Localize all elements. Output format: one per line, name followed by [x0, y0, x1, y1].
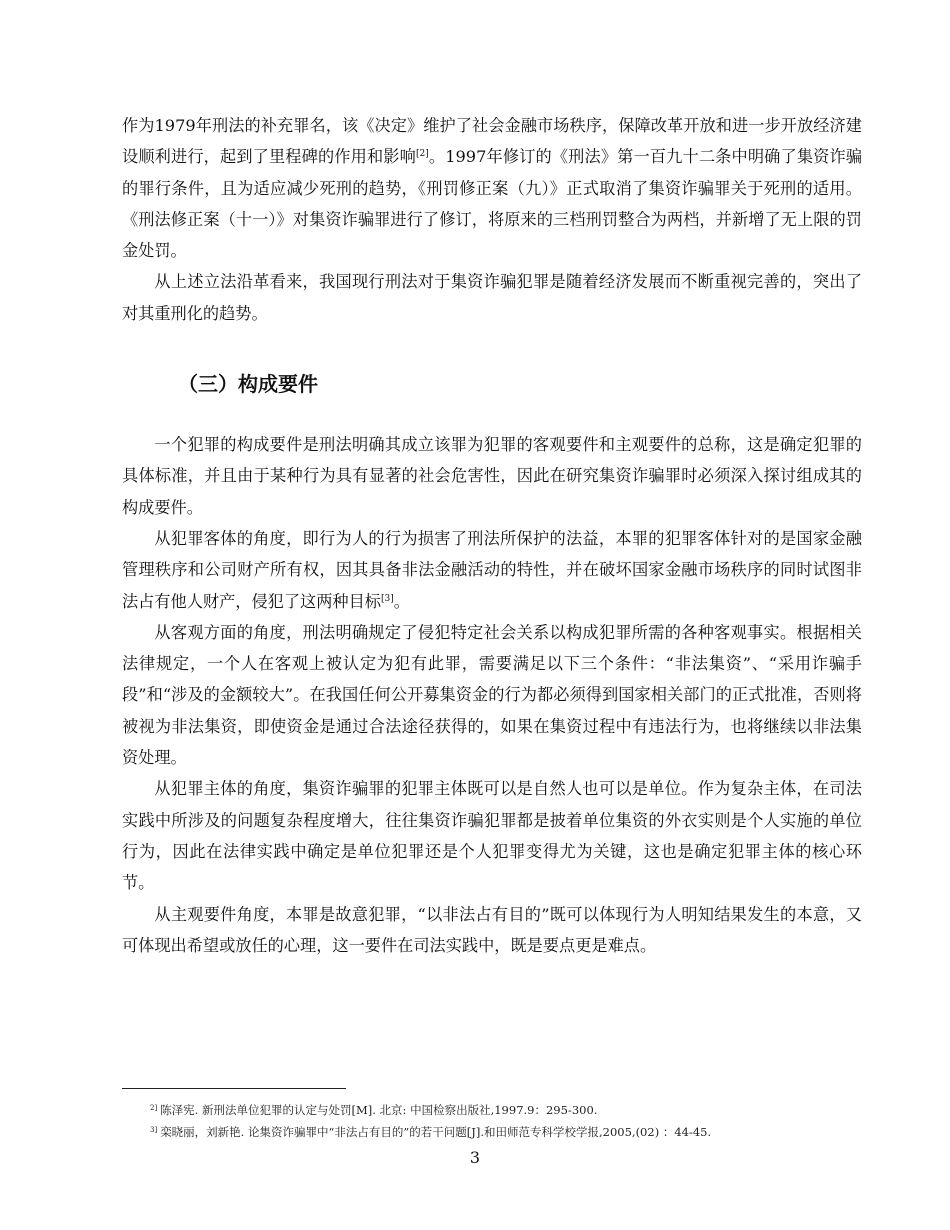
- footnote-mark: 2]: [150, 1104, 158, 1112]
- footnote: $^{2]}$ 陈泽宪. 新刑法单位犯罪的认定与处罚[M]. 北京: 中国检察出版社,1997.9：295-300.: [150, 1103, 598, 1117]
- section-heading: （三）构成要件: [178, 372, 318, 397]
- paragraph: 从客观方面的角度，刑法明确规定了侵犯特定社会关系以构成犯罪所需的各种客观事实。根据相关法律规定，一个人在客观上被认定为犯有此罪，需要满足以下三个条件：“非法集资”、“采用诈骗手段”和“涉及的金额较大”。在我国任何公开募集资金的行为都必须得到国家相关部门的正式批准，否则将被视为非法集资，即使资金是通过合法途径获得的，如果在集资过程中有违法行为，也将继续以非法集资处理。: [122, 622, 862, 768]
- footnote-separator: [122, 1088, 346, 1089]
- footnote: $^{3]}$ 栾晓丽，刘新艳. 论集资诈骗罪中“非法占有目的”的若干问题[J].和田师范专科学校学报,2005,(02) ：44-45.: [150, 1125, 712, 1139]
- paragraph: 从犯罪主体的角度，集资诈骗罪的犯罪主体既可以是自然人也可以是单位。作为复杂主体，在司法实践中所涉及的问题复杂程度增大，往往集资诈骗犯罪都是披着单位集资的外衣实则是个人实施的单位行为，因此在法律实践中确定是单位犯罪还是个人犯罪变得尤为关键，这也是确定犯罪主体的核心环节。: [122, 779, 862, 893]
- page-number: 3: [469, 1148, 481, 1167]
- paragraph: 从主观要件角度，本罪是故意犯罪，“以非法占有目的”既可以体现行为人明知结果发生的本意，又可体现出希望或放任的心理，这一要件在司法实践中，既是要点更是难点。: [122, 904, 862, 955]
- paragraph: 一个犯罪的构成要件是刑法明确其成立该罪为犯罪的客观要件和主观要件的总称，这是确定犯罪的具体标准，并且由于某种行为具有显著的社会危害性，因此在研究集资诈骗罪时必须深入探讨组成其的构成要件。: [122, 435, 862, 517]
- body-text: [122, 110, 862, 961]
- paragraph: 作为1979年刑法的补充罪名，该《决定》维护了社会金融市场秩序，保障改革开放和进一步开放经济建设顺利进行，起到了里程碑的作用和影响[2]。1997年修订的《刑法》第一百九十二条中明确了集资诈骗的罪行条件，且为适应减少死刑的趋势，《刑罚修正案（九）》正式取消了集资诈骗罪关于死刑的适用。《刑法修正案（十一）》对集资诈骗罪进行了修订，将原来的三档刑罚整合为两档，并新增了无上限的罚金处罚。: [122, 116, 863, 261]
- paragraph: 从上述立法沿革看来，我国现行刑法对于集资诈骗犯罪是随着经济发展而不断重视完善的，突出了对其重刑化的趋势。: [122, 272, 862, 323]
- citation-ref: [2]: [415, 149, 429, 160]
- footnotes: [150, 1099, 870, 1143]
- paragraph: 从犯罪客体的角度，即行为人的行为损害了刑法所保护的法益，本罪的犯罪客体针对的是国家金融管理秩序和公司财产所有权，因其具备非法金融活动的特性，并在破坏国家金融市场秩序的同时试图非法占有他人财产，侵犯了这两种目标[3]。: [122, 528, 862, 611]
- citation-ref: [3]: [381, 593, 394, 604]
- footnote-mark: 3]: [150, 1126, 158, 1134]
